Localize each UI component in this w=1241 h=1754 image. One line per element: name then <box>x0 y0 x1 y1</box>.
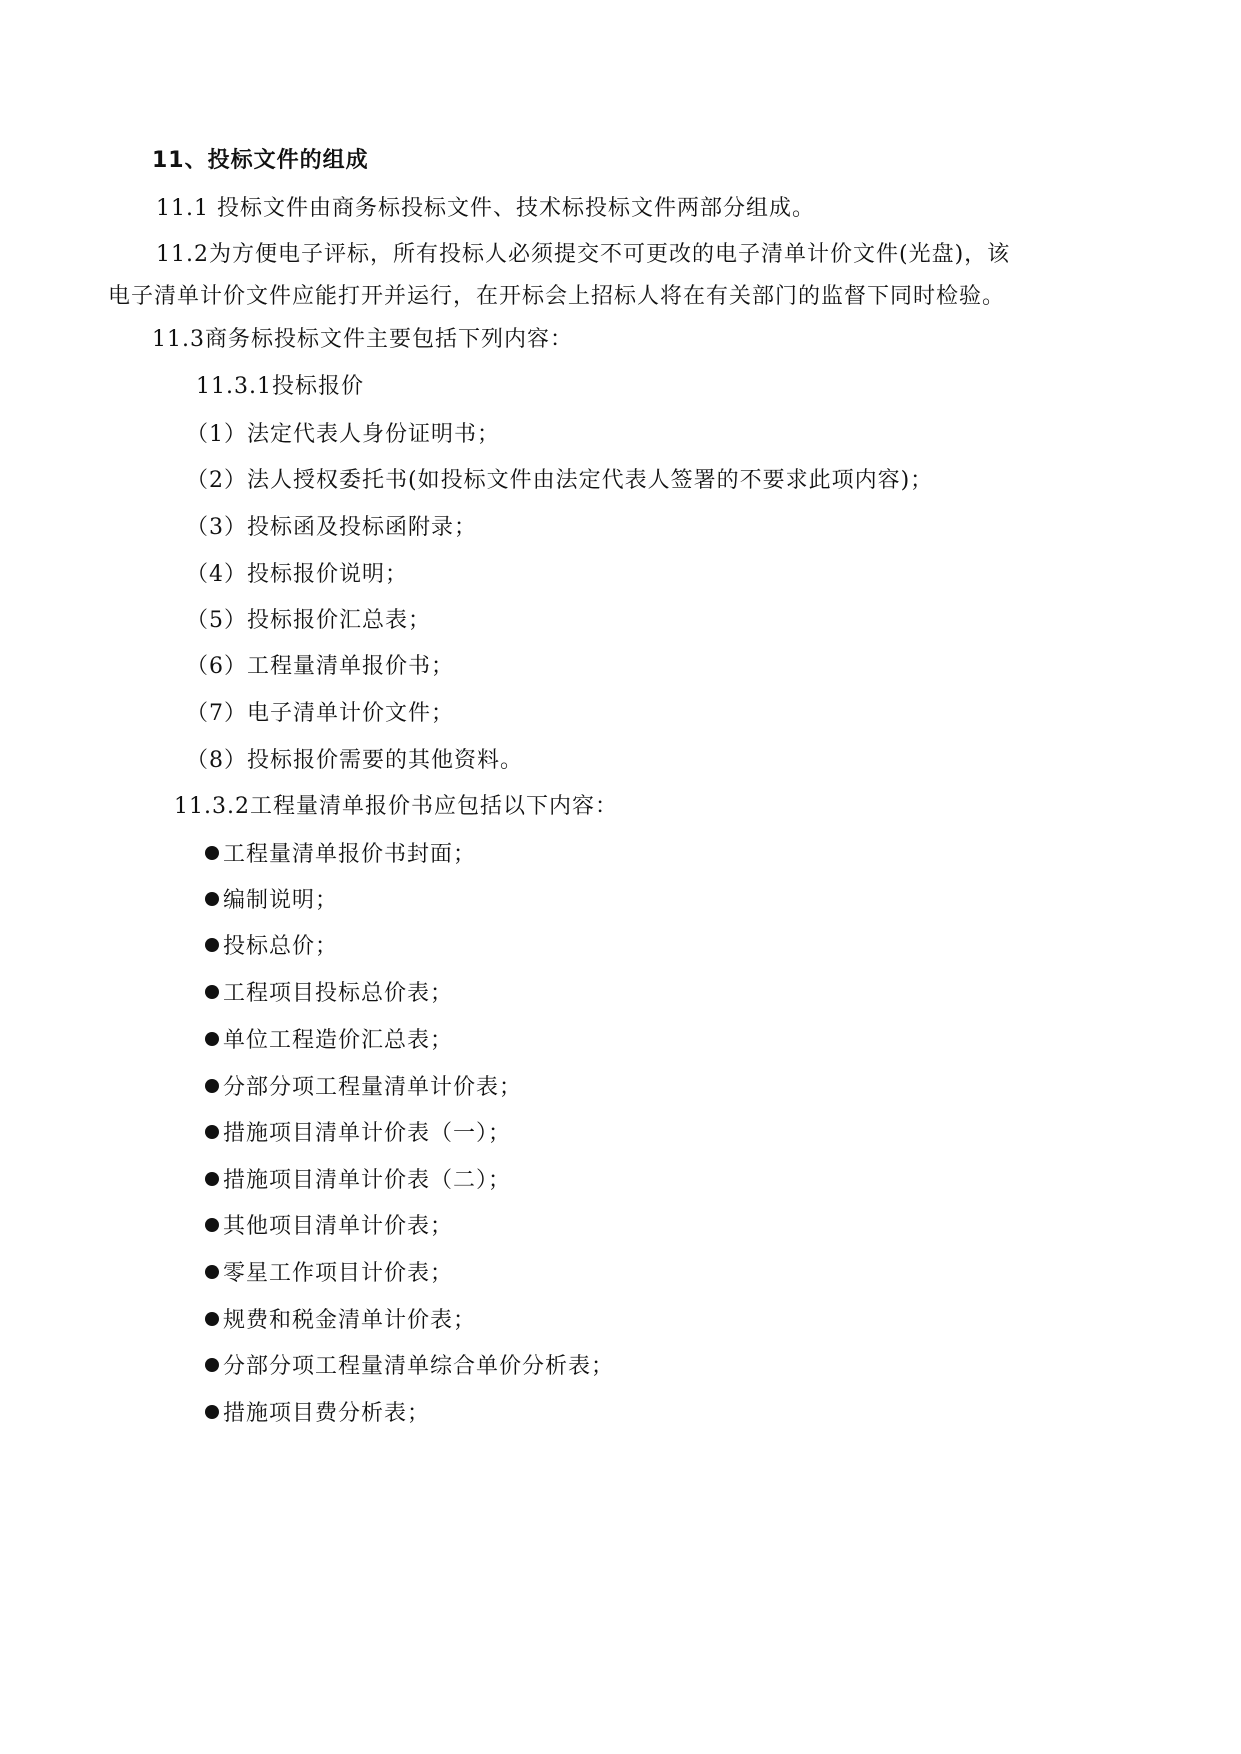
list-item: （6）工程量清单报价书； <box>186 654 454 679</box>
bullet-item <box>205 840 476 870</box>
bullet-item <box>205 932 338 962</box>
paragraph-11-2-line-2: 电子清单计价文件应能打开并运行，在开标会上招标人将在有关部门的监督下同时检验。 <box>108 284 1006 309</box>
bullet-icon <box>205 1312 219 1326</box>
bullet-icon <box>205 1079 219 1093</box>
bullet-text: 措施项目清单计价表（一）； <box>223 1121 512 1146</box>
bullet-item <box>205 1119 511 1149</box>
bullet-text: 单位工程造价汇总表； <box>223 1028 454 1053</box>
bullet-icon <box>205 1125 219 1139</box>
section-heading: 11、投标文件的组成 <box>152 148 369 173</box>
bullet-text: 规费和税金清单计价表； <box>223 1308 477 1333</box>
paragraph-11-1: 11.1 投标文件由商务标投标文件、技术标投标文件两部分组成。 <box>156 196 815 221</box>
list-item: （5）投标报价汇总表； <box>186 608 431 633</box>
bullet-item <box>205 1259 453 1289</box>
bullet-text: 工程量清单报价书封面； <box>223 842 477 867</box>
bullet-text: 编制说明； <box>223 888 339 913</box>
bullet-text: 分部分项工程量清单计价表； <box>223 1075 523 1100</box>
bullet-icon <box>205 1265 219 1279</box>
list-item: （7）电子清单计价文件； <box>186 701 454 726</box>
bullet-text: 措施项目清单计价表（二）； <box>223 1168 512 1193</box>
bullet-item <box>205 1399 430 1429</box>
bullet-icon <box>205 1405 219 1419</box>
bullet-item <box>205 1166 511 1196</box>
bullet-text: 投标总价； <box>223 934 339 959</box>
bullet-icon <box>205 1172 219 1186</box>
bullet-item <box>205 1212 453 1242</box>
bullet-text: 零星工作项目计价表； <box>223 1261 454 1286</box>
bullet-item <box>205 1026 453 1056</box>
bullet-text: 措施项目费分析表； <box>223 1401 431 1426</box>
bullet-text: 工程项目投标总价表； <box>223 981 454 1006</box>
list-item: （1）法定代表人身份证明书； <box>186 422 500 447</box>
bullet-item <box>205 979 453 1009</box>
list-item: （2）法人授权委托书(如投标文件由法定代表人签署的不要求此项内容)； <box>186 468 934 493</box>
bullet-item <box>205 1073 522 1103</box>
bullet-icon <box>205 1218 219 1232</box>
bullet-icon <box>205 938 219 952</box>
list-item: （4）投标报价说明； <box>186 562 408 587</box>
bullet-icon <box>205 985 219 999</box>
bullet-icon <box>205 892 219 906</box>
paragraph-11-3-1: 11.3.1投标报价 <box>196 374 364 399</box>
list-item: （3）投标函及投标函附录； <box>186 515 477 540</box>
bullet-icon <box>205 846 219 860</box>
bullet-icon <box>205 1358 219 1372</box>
bullet-item <box>205 886 338 916</box>
paragraph-11-3: 11.3商务标投标文件主要包括下列内容： <box>152 327 573 352</box>
bullet-item <box>205 1352 614 1382</box>
bullet-text: 其他项目清单计价表； <box>223 1214 454 1239</box>
paragraph-11-3-2: 11.3.2工程量清单报价书应包括以下内容： <box>174 794 618 819</box>
bullet-item <box>205 1306 476 1336</box>
bullet-icon <box>205 1032 219 1046</box>
list-item: （8）投标报价需要的其他资料。 <box>186 748 523 773</box>
bullet-text: 分部分项工程量清单综合单价分析表； <box>223 1354 615 1379</box>
paragraph-11-2-line-1: 11.2为方便电子评标，所有投标人必须提交不可更改的电子清单计价文件(光盘)，该 <box>156 242 1011 267</box>
